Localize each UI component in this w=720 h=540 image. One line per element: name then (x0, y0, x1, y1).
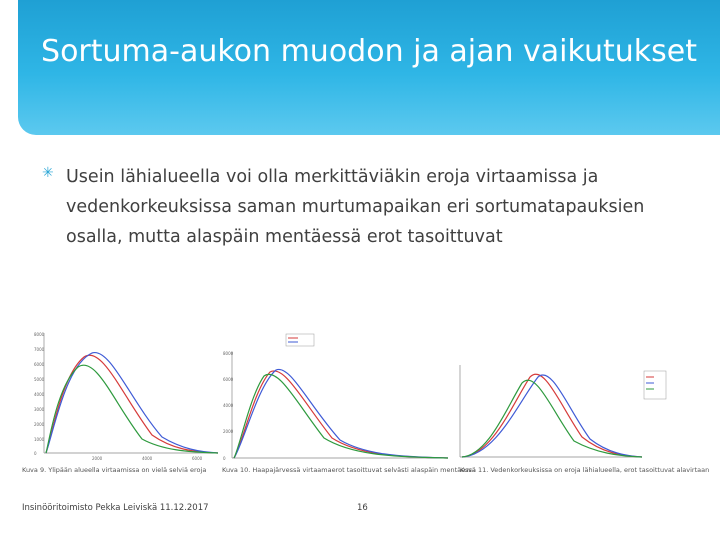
ytick: 6000 (34, 362, 45, 367)
ytick: 8000 (223, 351, 234, 356)
chart-flow-2 (222, 330, 452, 465)
figure-flow-1 (22, 325, 222, 465)
ytick: 5000 (34, 377, 45, 382)
ytick: 1000 (34, 437, 45, 442)
ytick: 7000 (34, 347, 45, 352)
ytick: 2000 (34, 422, 45, 427)
xtick: 2000 (92, 456, 103, 461)
bullet-text: Usein lähialueella voi olla merkittäviäkin eroja virtaamissa ja vedenkorkeuksissa saman murtumapaikan eri sortumatapauksien osalla, mutta alaspäin mentäessä erot tasoittuvat (66, 167, 645, 247)
xtick: 4000 (142, 456, 153, 461)
xtick: 6000 (192, 456, 203, 461)
ytick: 8000 (34, 332, 45, 337)
ytick: 0 (223, 456, 226, 461)
legend-box (644, 371, 666, 399)
ytick: 6000 (223, 377, 234, 382)
figure-flow-2 (222, 330, 452, 465)
ytick: 0 (34, 451, 37, 456)
ytick: 4000 (223, 403, 234, 408)
ytick: 4000 (34, 392, 45, 397)
asterisk-bullet-icon: ✳ (42, 165, 54, 181)
figure-caption: Kuva 9. Ylipään alueella virtaamissa on vielä selviä eroja (22, 466, 207, 474)
figure-flow-3 (452, 345, 670, 465)
page-number: 16 (357, 503, 368, 513)
figure-caption: Kuva 10. Haapajärvessä virtaamaerot tasoittuvat selvästi alaspäin mentäessä (222, 466, 476, 474)
ytick: 2000 (223, 429, 234, 434)
legend-box (286, 334, 314, 346)
figure-caption: Kuva 11. Vedenkorkeuksissa on eroja lähialueella, erot tasoittuvat alavirtaan (460, 466, 710, 474)
ytick: 3000 (34, 407, 45, 412)
chart-flow-3 (452, 345, 670, 465)
slide-title: Sortuma-aukon muodon ja ajan vaikutukset (41, 34, 697, 69)
chart-flow-1 (22, 325, 222, 465)
footer-company: Insinööritoimisto Pekka Leiviskä 11.12.2017 (22, 503, 209, 513)
